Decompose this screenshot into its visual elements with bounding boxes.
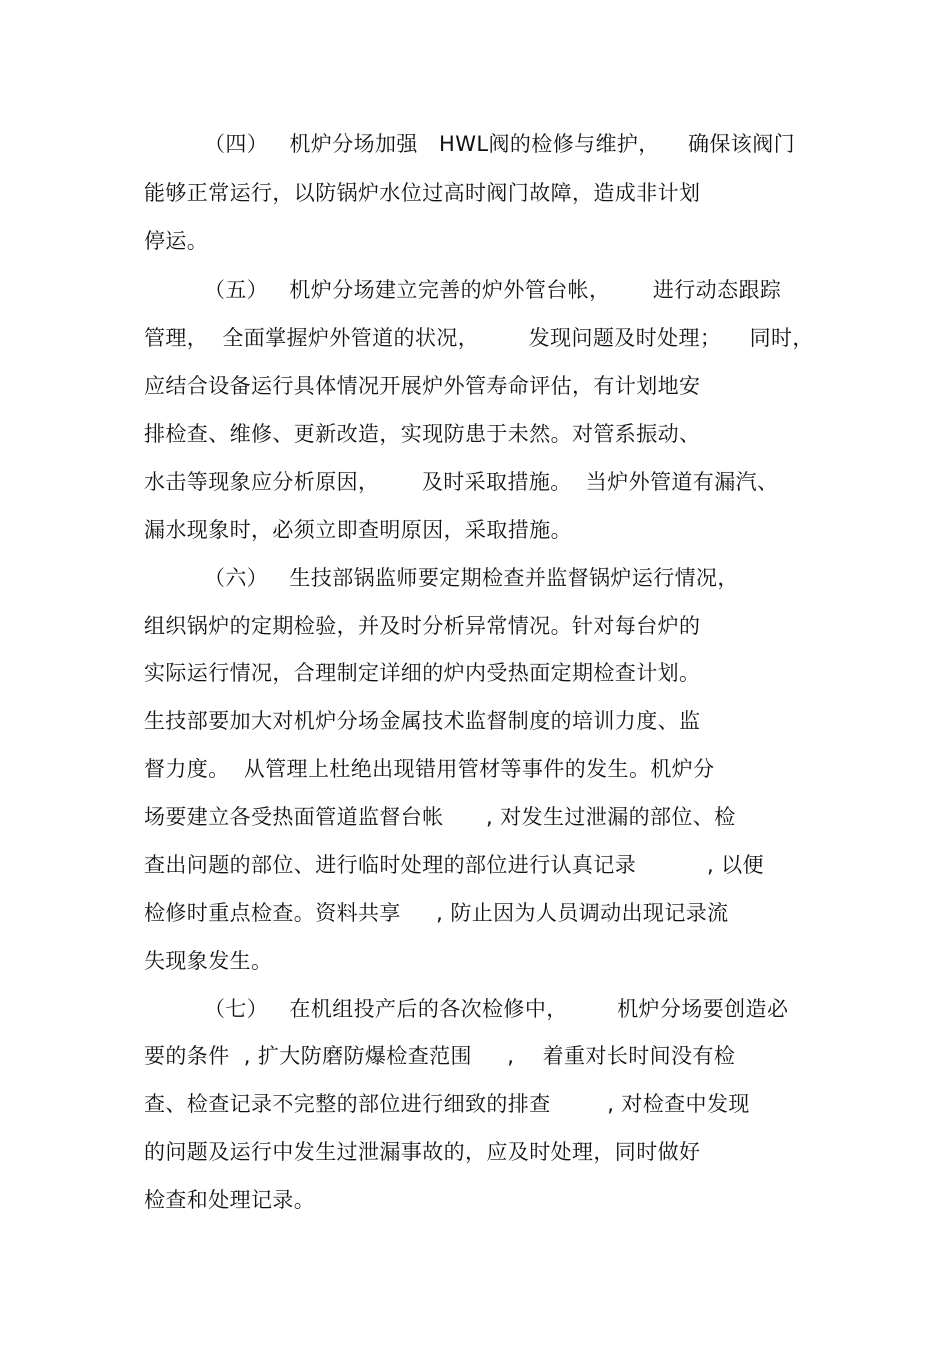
- text-line: 生技部要加大对机炉分场金属技术监督制度的培训力度、监: [144, 709, 701, 733]
- text-line: 的问题及运行中发生过泄漏事故的，应及时处理，同时做好: [144, 1140, 701, 1164]
- text-line: （六） 生技部锅监师要定期检查并监督锅炉运行情况，: [204, 566, 739, 590]
- text-line: 检修时重点检查。资料共享 , 防止因为人员调动出现记录流: [144, 901, 729, 925]
- text-line: 漏水现象时，必须立即查明原因，采取措施。: [144, 518, 572, 542]
- text-line: 应结合设备运行具体情况开展炉外管寿命评估，有计划地安: [144, 374, 701, 398]
- text-line: 能够正常运行，以防锅炉水位过高时阀门故障，造成非计划: [144, 181, 701, 205]
- text-line: 水击等现象应分析原因， 及时采取措施。 当炉外管道有漏汽、: [144, 470, 779, 494]
- text-line: 停运。: [144, 229, 209, 253]
- text-line: （五） 机炉分场建立完善的炉外管台帐， 进行动态跟踪: [204, 278, 782, 302]
- text-line: （四） 机炉分场加强 HWL阀的检修与维护， 确保该阀门: [204, 132, 796, 156]
- text-line: 场要建立各受热面管道监督台帐 , 对发生过泄漏的部位、检: [144, 805, 736, 829]
- text-line: 管理， 全面掌握炉外管道的状况， 发现问题及时处理； 同时，: [144, 326, 814, 350]
- text-line: 排检查、维修、更新改造，实现防患于未然。对管系振动、: [144, 422, 701, 446]
- text-line: 要的条件 , 扩大防磨防爆检查范围 , 着重对长时间没有检: [144, 1044, 736, 1068]
- text-line: 失现象发生。: [144, 949, 273, 973]
- text-line: 组织锅炉的定期检验，并及时分析异常情况。针对每台炉的: [144, 614, 701, 638]
- text-line: 实际运行情况，合理制定详细的炉内受热面定期检查计划。: [144, 661, 701, 685]
- text-line: 查出问题的部位、进行临时处理的部位进行认真记录 , 以便: [144, 853, 764, 877]
- text-line: 督力度。 从管理上杜绝出现错用管材等事件的发生。机炉分: [144, 757, 715, 781]
- text-line: （七） 在机组投产后的各次检修中， 机炉分场要创造必: [204, 997, 789, 1021]
- text-line: 检查和处理记录。: [144, 1188, 316, 1212]
- text-line: 查、检查记录不完整的部位进行细致的排查 , 对检查中发现: [144, 1092, 750, 1116]
